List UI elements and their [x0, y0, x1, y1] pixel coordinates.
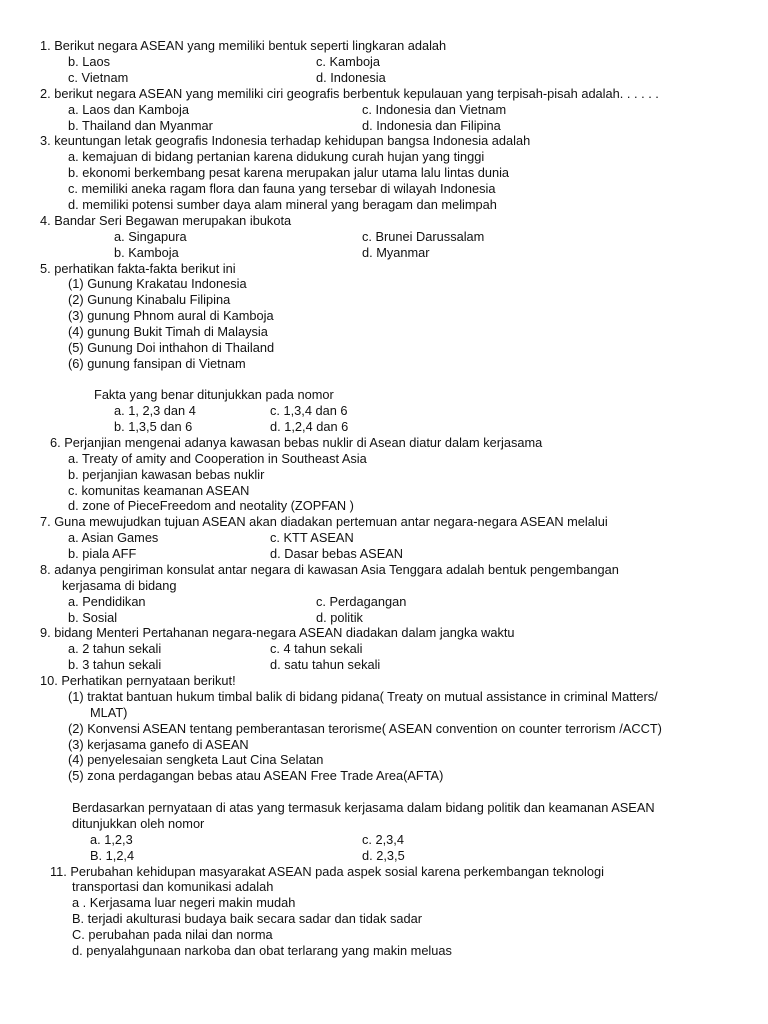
option-6a: a. Treaty of amity and Cooperation in Southeast Asia	[68, 451, 367, 466]
option-3b: b. ekonomi berkembang pesat karena merupakan jalur utama lalu lintas dunia	[68, 165, 510, 180]
question-6: 6. Perjanjian mengenai adanya kawasan bebas nuklir di Asean diatur dalam kerjasama	[50, 435, 543, 450]
question-1: 1. Berikut negara ASEAN yang memiliki bentuk seperti lingkaran adalah	[40, 38, 447, 53]
option-11a: a . Kerjasama luar negeri makin mudah	[72, 895, 296, 910]
option-9b: b. 3 tahun sekali	[68, 657, 162, 672]
option-1c: c. Kamboja	[316, 54, 381, 69]
option-8c: c. Perdagangan	[316, 594, 407, 609]
fact-2: (2) Gunung Kinabalu Filipina	[68, 292, 231, 307]
option-6d: d. zone of PieceFreedom and neotality (ZOPFAN )	[68, 498, 354, 513]
option-7a: a. Asian Games	[68, 530, 159, 545]
option-8d: d. politik	[316, 610, 363, 625]
option-11b: B. terjadi akulturasi budaya baik secara sadar dan tidak sadar	[72, 911, 422, 926]
question-5-prompt: Fakta yang benar ditunjukkan pada nomor	[94, 387, 334, 402]
statement-1-cont: MLAT)	[90, 705, 128, 720]
option-10b: B. 1,2,4	[90, 848, 135, 863]
option-4c: c. Brunei Darussalam	[362, 229, 485, 244]
option-3d: d. memiliki potensi sumber daya alam mineral yang beragam dan melimpah	[68, 197, 497, 212]
option-4a: a. Singapura	[114, 229, 187, 244]
fact-5: (5) Gunung Doi inthahon di Thailand	[68, 340, 275, 355]
statement-4: (4) penyelesaian sengketa Laut Cina Selatan	[68, 752, 324, 767]
fact-6: (6) gunung fansipan di Vietnam	[68, 356, 246, 371]
question-7: 7. Guna mewujudkan tujuan ASEAN akan diadakan pertemuan antar negara-negara ASEAN melalui	[40, 514, 608, 529]
question-8-cont: kerjasama di bidang	[62, 578, 177, 593]
fact-3: (3) gunung Phnom aural di Kamboja	[68, 308, 274, 323]
fact-1: (1) Gunung Krakatau Indonesia	[68, 276, 247, 291]
option-11c: C. perubahan pada nilai dan norma	[72, 927, 273, 942]
option-7c: c. KTT ASEAN	[270, 530, 354, 545]
question-11-cont: transportasi dan komunikasi adalah	[72, 879, 274, 894]
option-11d: d. penyalahgunaan narkoba dan obat terlarang yang makin meluas	[72, 943, 452, 958]
question-2: 2. berikut negara ASEAN yang memiliki ciri geografis berbentuk kepulauan yang terpisah-pisah adalah. . . . . .	[40, 86, 659, 101]
option-7d: d. Dasar bebas ASEAN	[270, 546, 404, 561]
option-2a: a. Laos dan Kamboja	[68, 102, 189, 117]
option-9c: c. 4 tahun sekali	[270, 641, 363, 656]
option-4b: b. Kamboja	[114, 245, 179, 260]
statement-2: (2) Konvensi ASEAN tentang pemberantasan terorisme( ASEAN convention on counter terrorism /ACCT)	[68, 721, 662, 736]
option-1d: d. Indonesia	[316, 70, 386, 85]
question-10-prompt-cont: ditunjukkan oleh nomor	[72, 816, 205, 831]
statement-1: (1) traktat bantuan hukum timbal balik di bidang pidana( Treaty on mutual assistance in criminal Matters/	[68, 689, 658, 704]
option-8a: a. Pendidikan	[68, 594, 146, 609]
question-11: 11. Perubahan kehidupan masyarakat ASEAN pada aspek sosial karena perkembangan teknologi	[50, 864, 604, 879]
option-5d: d. 1,2,4 dan 6	[270, 419, 349, 434]
option-10c: c. 2,3,4	[362, 832, 404, 847]
option-10a: a. 1,2,3	[90, 832, 133, 847]
option-3a: a. kemajuan di bidang pertanian karena didukung curah hujan yang tinggi	[68, 149, 485, 164]
option-6b: b. perjanjian kawasan bebas nuklir	[68, 467, 265, 482]
option-2c: c. Indonesia dan Vietnam	[362, 102, 507, 117]
question-10: 10. Perhatikan pernyataan berikut!	[40, 673, 236, 688]
option-7b: b. piala AFF	[68, 546, 137, 561]
option-8b: b. Sosial	[68, 610, 118, 625]
option-1c-2: c. Vietnam	[68, 70, 129, 85]
statement-5: (5) zona perdagangan bebas atau ASEAN Free Trade Area(AFTA)	[68, 768, 444, 783]
option-6c: c. komunitas keamanan ASEAN	[68, 483, 250, 498]
option-5b: b. 1,3,5 dan 6	[114, 419, 193, 434]
question-10-prompt: Berdasarkan pernyataan di atas yang termasuk kerjasama dalam bidang politik dan keamanan ASEAN	[72, 800, 655, 815]
question-4: 4. Bandar Seri Begawan merupakan ibukota	[40, 213, 292, 228]
statement-3: (3) kerjasama ganefo di ASEAN	[68, 737, 249, 752]
option-5c: c. 1,3,4 dan 6	[270, 403, 348, 418]
option-3c: c. memiliki aneka ragam flora dan fauna yang tersebar di wilayah Indonesia	[68, 181, 496, 196]
option-5a: a. 1, 2,3 dan 4	[114, 403, 196, 418]
question-8: 8. adanya pengiriman konsulat antar negara di kawasan Asia Tenggara adalah bentuk pengembangan	[40, 562, 619, 577]
question-3: 3. keuntungan letak geografis Indonesia terhadap kehidupan bangsa Indonesia adalah	[40, 133, 531, 148]
option-2b: b. Thailand dan Myanmar	[68, 118, 213, 133]
option-9d: d. satu tahun sekali	[270, 657, 381, 672]
option-2d: d. Indonesia dan Filipina	[362, 118, 501, 133]
question-9: 9. bidang Menteri Pertahanan negara-negara ASEAN diadakan dalam jangka waktu	[40, 625, 515, 640]
option-4d: d. Myanmar	[362, 245, 430, 260]
option-10d: d. 2,3,5	[362, 848, 405, 863]
option-9a: a. 2 tahun sekali	[68, 641, 162, 656]
option-1b: b. Laos	[68, 54, 110, 69]
question-5: 5. perhatikan fakta-fakta berikut ini	[40, 261, 236, 276]
fact-4: (4) gunung Bukit Timah di Malaysia	[68, 324, 268, 339]
